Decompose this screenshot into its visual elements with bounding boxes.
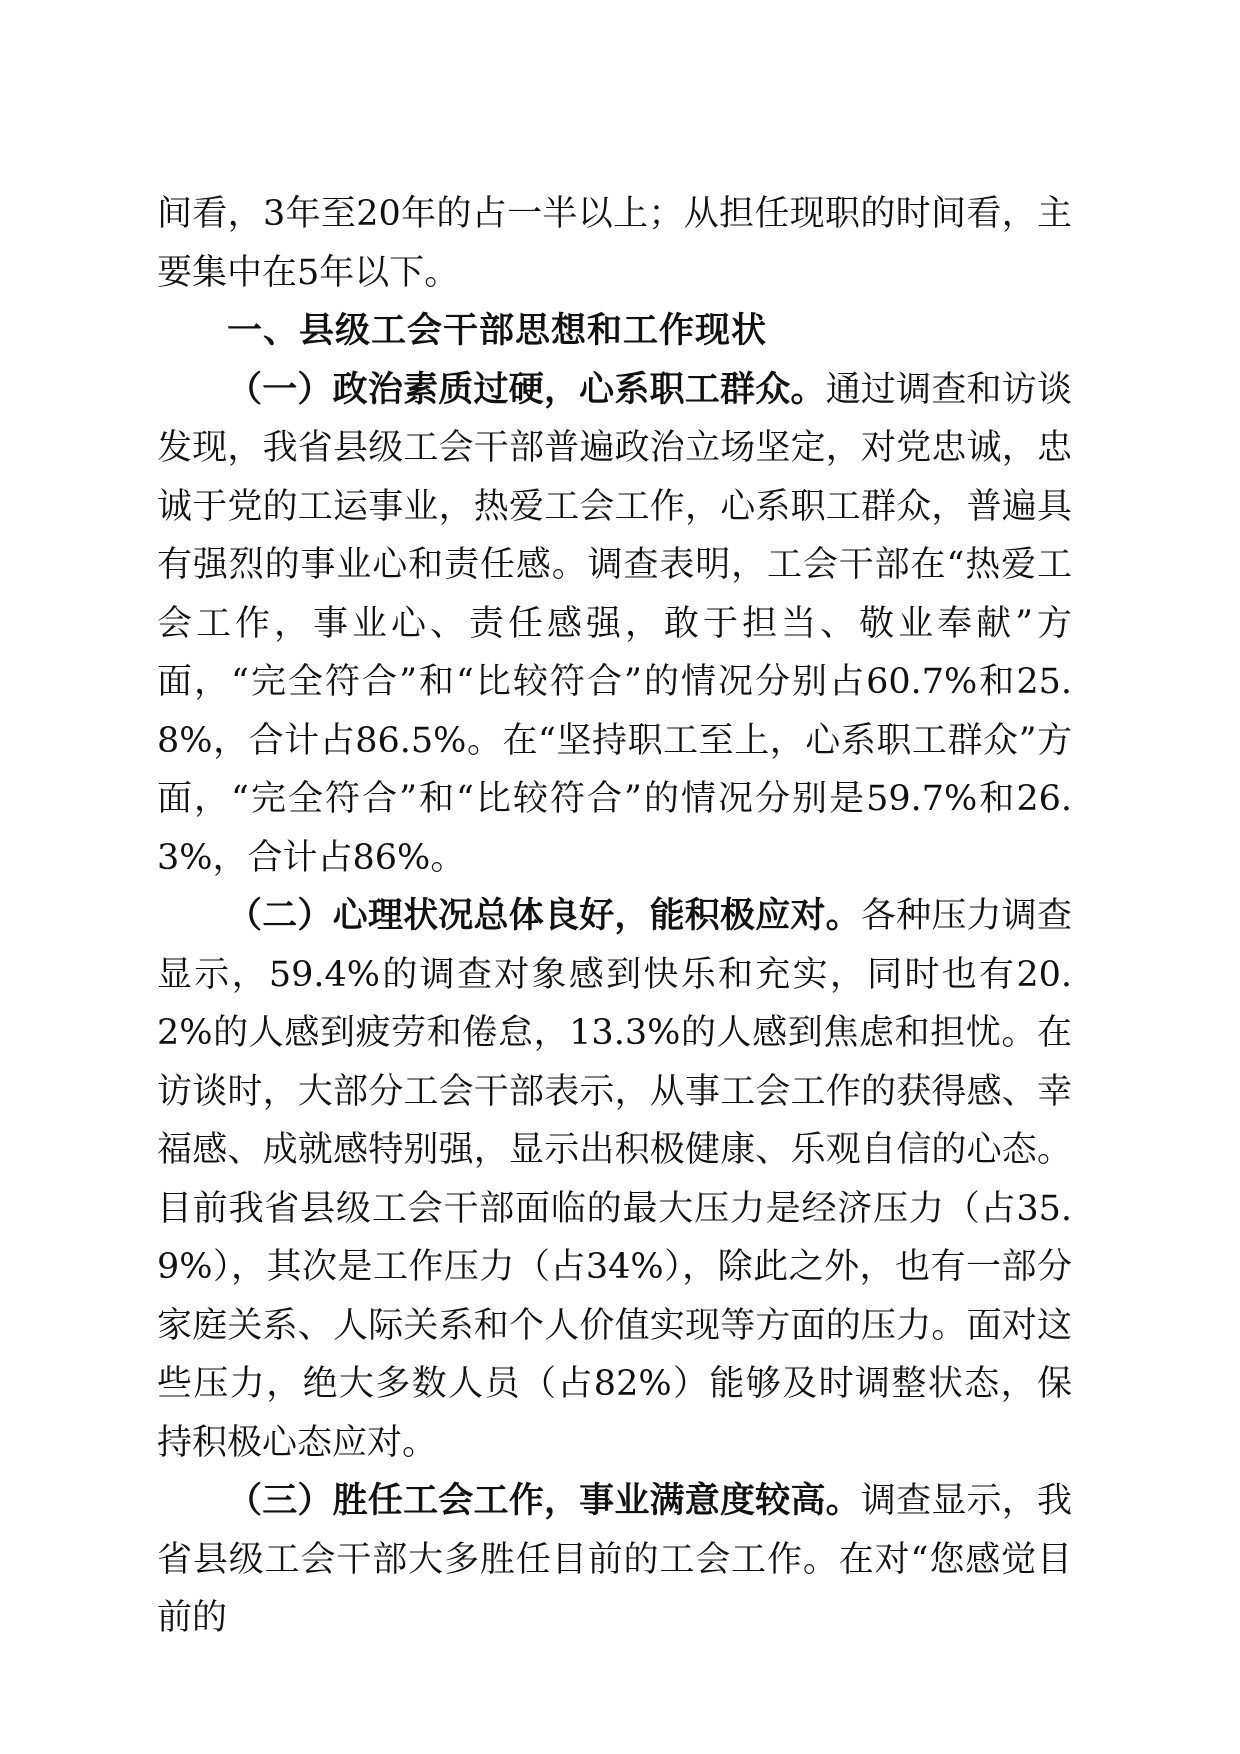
subheading-job-competence: （三）胜任工会工作，事业满意度较高。 (227, 1480, 861, 1521)
section-heading: 一、县级工会干部思想和工作现状 (227, 311, 768, 351)
paragraph-political-quality-body: 通过调查和访谈发现，我省县级工会干部普遍政治立场坚定，对党忠诚，忠诚于党的工运事业，热爱工会工作，心系职工群众，普遍具有强烈的事业心和责任感。调查表明，工会干部在“热爱工会工作，事业心、责任感强，敢于担当、敬业奉献”方面，“完全符合”和“比较符合”的情况分别占60.7%和25.8%，合计占86.5%。在“坚持职工至上，心系职工群众”方面，“完全符合”和“比较符合”的情况分别是59.7%和26.3%，合计占86%。 (157, 369, 1072, 878)
subheading-political-quality: （一）政治素质过硬，心系职工群众。 (227, 368, 826, 410)
paragraph-political-quality (157, 361, 1072, 888)
continuation-paragraph: 间看，3年至20年的占一半以上；从担任现职的时间看，主要集中在5年以下。 (157, 194, 1072, 293)
paragraph-job-competence (157, 1472, 1072, 1648)
document-body (157, 185, 1072, 1648)
subheading-mental-state: （二）心理状况总体良好，能积极应对。 (227, 895, 861, 936)
paragraph-mental-state-body: 各种压力调查显示，59.4%的调查对象感到快乐和充实，同时也有20.2%的人感到疲劳和倦怠，13.3%的人感到焦虑和担忧。在访谈时，大部分工会干部表示，从事工会工作的获得感、幸福感、成就感特别强，显示出积极健康、乐观自信的心态。目前我省县级工会干部面临的最大压力是经济压力（占35.9%），其次是工作压力（占34%），除此之外，也有一部分家庭关系、人际关系和个人价值实现等方面的压力。面对这些压力，绝大多数人员（占82%）能够及时调整状态，保持积极心态应对。 (157, 896, 1072, 1463)
paragraph-job-competence-body: 调查显示，我省县级工会干部大多胜任目前的工会工作。在对“您感觉目前的 (157, 1481, 1072, 1638)
paragraph-mental-state (157, 887, 1072, 1472)
